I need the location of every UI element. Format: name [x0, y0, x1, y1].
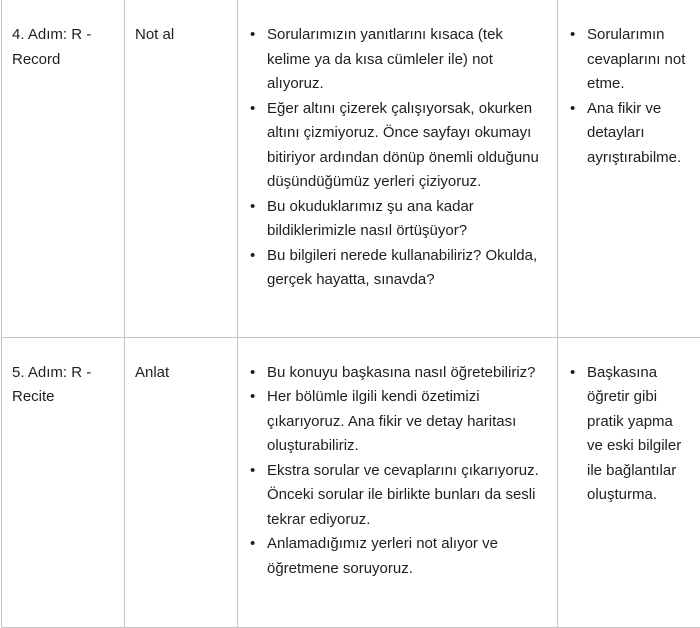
table-row-recite	[2, 337, 700, 627]
benefits-cell	[558, 337, 700, 627]
bullet-icon: •	[570, 97, 575, 122]
list-item	[267, 532, 547, 581]
list-item	[587, 23, 691, 97]
table-row-record	[2, 0, 700, 337]
step-cell	[2, 0, 125, 337]
bullet-icon: •	[250, 361, 255, 386]
list-item-text: Başkasına öğretir gibi pratik yapma ve eski bilgiler ile bağlantılar oluşturma.	[587, 364, 681, 504]
list-item	[267, 361, 547, 386]
list-item-text: Eğer altını çizerek çalışıyorsak, okurken altını çizmiyoruz. Önce sayfayı okumayı bitiriyor ardından dönüp önemli olduğunu düşündüğümüz yerleri çiziyoruz.	[267, 100, 539, 191]
list-item-text: Anlamadığımız yerleri not alıyor ve öğretmene soruyoruz.	[267, 535, 498, 577]
bullet-icon: •	[250, 97, 255, 122]
details-list	[248, 23, 547, 293]
list-item	[587, 361, 691, 508]
list-item-text: Ekstra sorular ve cevaplarını çıkarıyoruz. Önceki sorular ile birlikte bunları da sesli tekrar ediyoruz.	[267, 462, 539, 528]
list-item	[267, 23, 547, 97]
bullet-icon: •	[250, 532, 255, 557]
bullet-icon: •	[570, 23, 575, 48]
bullet-icon: •	[250, 195, 255, 220]
bullet-icon: •	[250, 23, 255, 48]
list-item	[587, 97, 691, 171]
step-cell	[2, 337, 125, 627]
list-item-text: Bu konuyu başkasına nasıl öğretebiliriz?	[267, 364, 536, 381]
bullet-icon: •	[250, 244, 255, 269]
list-item-text: Ana fikir ve detayları ayrıştırabilme.	[587, 100, 681, 166]
action-cell	[125, 337, 238, 627]
action-cell	[125, 0, 238, 337]
list-item	[267, 244, 547, 293]
details-cell	[238, 0, 558, 337]
list-item	[267, 385, 547, 459]
bullet-icon: •	[250, 459, 255, 484]
list-item-text: Sorularımızın yanıtlarını kısaca (tek kelime ya da kısa cümleler ile) not alıyoruz.	[267, 26, 503, 92]
action-label: Not al	[135, 26, 174, 43]
benefits-cell	[558, 0, 700, 337]
benefits-list	[568, 361, 691, 508]
step-label: 4. Adım: R - Record	[12, 26, 91, 68]
list-item	[267, 195, 547, 244]
bullet-icon: •	[570, 361, 575, 386]
list-item-text: Sorularımın cevaplarını not etme.	[587, 26, 685, 92]
list-item-text: Bu bilgileri nerede kullanabiliriz? Okulda, gerçek hayatta, sınavda?	[267, 247, 537, 289]
benefits-list	[568, 23, 691, 170]
list-item-text: Her bölümle ilgili kendi özetimizi çıkarıyoruz. Ana fikir ve detay haritası oluşturabiliriz.	[267, 388, 516, 454]
steps-table	[1, 0, 700, 628]
list-item	[267, 97, 547, 195]
list-item	[267, 459, 547, 533]
step-label: 5. Adım: R - Recite	[12, 364, 91, 406]
details-cell	[238, 337, 558, 627]
bullet-icon: •	[250, 385, 255, 410]
details-list	[248, 361, 547, 582]
action-label: Anlat	[135, 364, 169, 381]
list-item-text: Bu okuduklarımız şu ana kadar bildiklerimizle nasıl örtüşüyor?	[267, 198, 474, 240]
